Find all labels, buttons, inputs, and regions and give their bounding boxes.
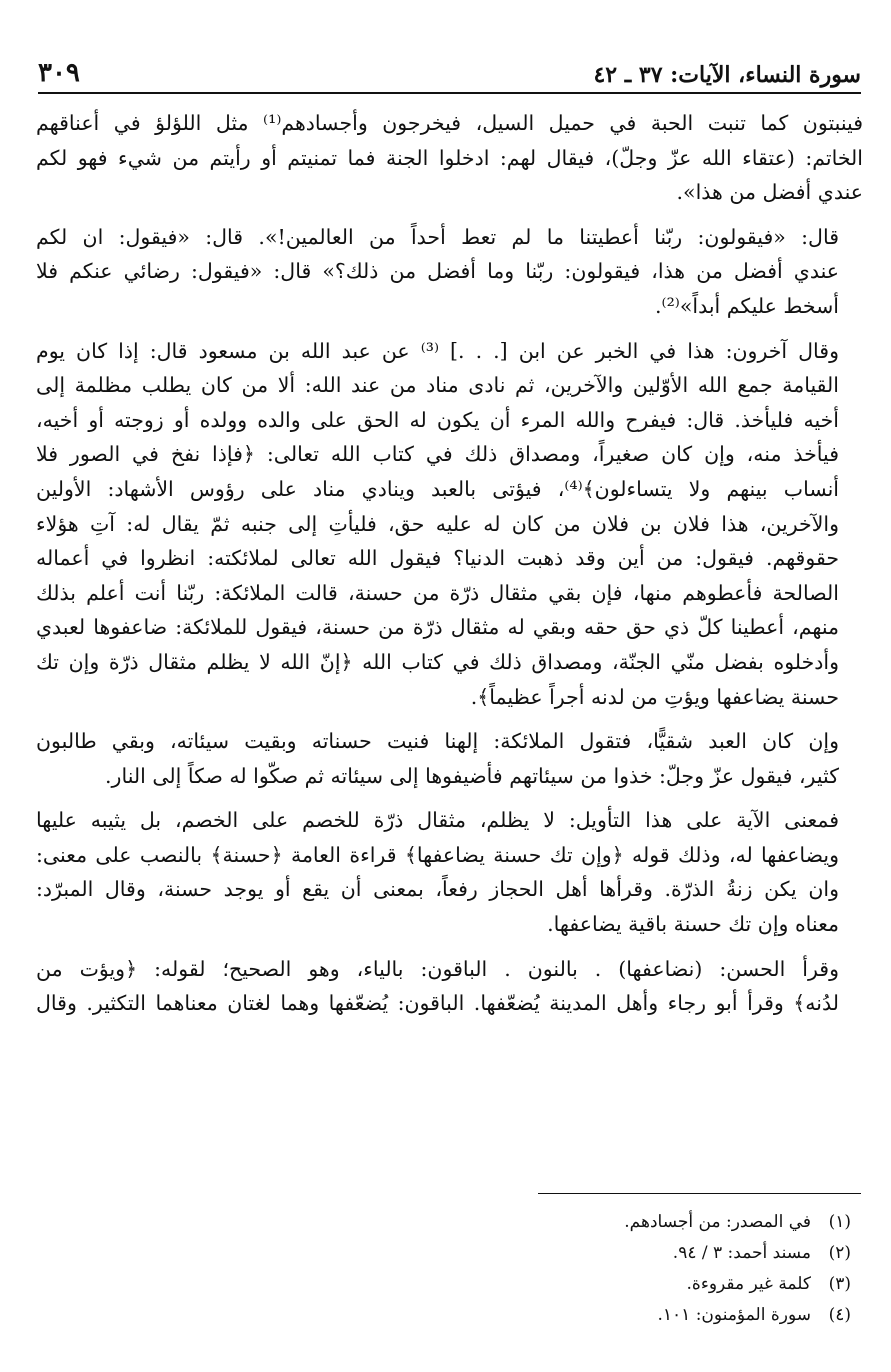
- text-line: منهم، أعطينا كلّ ذي حق حقه وبقي له مثقال ذرّة من حسنة، فيقول للملائكة: ضاعفوها لعبدي: [36, 615, 839, 640]
- footnote: [624, 1269, 851, 1300]
- footnote-separator: [538, 1193, 861, 1194]
- text-line: أنساب بينهم ولا يتساءلون﴾⁽⁴⁾، فيؤتى بالعبد وينادي مناد على رؤوس الأشهاد: الأولين: [36, 476, 840, 501]
- text-line: كثير، فيقول عزّ وجلّ: خذوا من سيئاتهم فأضيفوها إلى سيئاته ثم صكّوا له صكاً إلى النار.: [105, 763, 839, 788]
- text-line: ويضاعفها له، وذلك قوله ﴿وإن تك حسنة يضاعفها﴾ قراءة العامة ﴿حسنة﴾ بالنصب على معنى:: [36, 842, 839, 867]
- text-line: القيامة جمع الله الأوّلين والآخرين، ثم نادى مناد من عند الله: ألا من كان يطلب مظلمة إلى: [36, 373, 839, 398]
- paragraph: [36, 952, 863, 1021]
- running-title: سورة النساء، الآيات: ٣٧ ـ ٤٢: [593, 62, 861, 88]
- text-line: فيأخذ منه، وإن كان صغيراً، ومصداق ذلك في كتاب الله تعالى: ﴿فإذا نفخ في الصور فلا: [36, 442, 839, 467]
- footnote-text: كلمة غير مقروءة.: [686, 1274, 811, 1294]
- main-text: [36, 106, 863, 1031]
- page-header: [38, 58, 861, 94]
- paragraph: [36, 106, 863, 210]
- text-line: عندي أفضل من هذا، فيقولون: ربّنا وما أفضل من ذلك؟» قال: «فيقول: رضائي عنكم فلا: [36, 259, 839, 284]
- footnote: [624, 1207, 851, 1238]
- footnote-text: سورة المؤمنون: ١٠١.: [657, 1305, 811, 1325]
- text-line: وان يكن زنةُ الذرّة. وقرأها أهل الحجاز رفعاً، بمعنى أن يقع أو يوجد حسنة، وقال المبرّد:: [36, 877, 839, 902]
- text-line: أسخط عليكم أبداً»⁽²⁾.: [655, 293, 839, 318]
- paragraph: [36, 724, 863, 793]
- text-line: حسنة يضاعفها ويؤتِ من لدنه أجراً عظيماً﴾.: [470, 684, 839, 709]
- footnote-number: (١): [828, 1212, 851, 1232]
- footnote-number: (٣): [828, 1274, 851, 1294]
- text-line: وإن كان العبد شقيًّا، فتقول الملائكة: إلهنا فنيت حسناته وبقيت سيئاته، وبقي طالبون: [36, 729, 839, 754]
- text-line: وقرأ الحسن: (نضاعفها) . بالنون . الباقون: بالياء، وهو الصحيح؛ لقوله: ﴿ويؤت من: [36, 956, 839, 981]
- text-line: وأدخلوه بفضل منّي الجنّة، ومصداق ذلك في كتاب الله ﴿إنّ الله لا يظلم مثقال ذرّة وإن تك: [36, 649, 839, 674]
- footnote-number: (٤): [828, 1305, 851, 1325]
- text-line: فينبتون كما تنبت الحبة في حميل السيل، فيخرجون وأجسادهم⁽¹⁾ مثل اللؤلؤ في أعناقهم: [36, 111, 863, 135]
- text-line: حقوقهم. فيقول: من أين وقد ذهبت الدنيا؟ فيقول الله تعالى لملائكته: انظروا في أعماله: [36, 546, 839, 571]
- page-number: ٣٠٩: [38, 58, 80, 88]
- text-line: والآخرين، هذا فلان بن فلان من كان له عليه حق، فليأتِ إلى جنبه ثمّ يقال له: آتِ هؤلاء: [36, 511, 839, 536]
- text-line: وقال آخرون: هذا في الخبر عن ابن [. . .] ⁽³⁾ عن عبد الله بن مسعود قال: إذا كان يوم: [36, 338, 839, 363]
- text-line: قال: «فيقولون: ربّنا أعطيتنا ما لم تعط أحداً من العالمين!». قال: «فيقول: ان لكم: [36, 224, 839, 249]
- paragraph: [36, 334, 863, 715]
- text-line: لدُنه﴾ وقرأ أبو رجاء وأهل المدينة يُضعّفها. الباقون: يُضعّفها وهما لغتان معناهما التكثير. وقال: [36, 991, 839, 1016]
- footnote-text: مسند أحمد: ٣ / ٩٤.: [672, 1243, 811, 1263]
- text-line: فمعنى الآية على هذا التأويل: لا يظلم، مثقال ذرّة للخصم على الخصم، بل يثيبه عليها: [36, 808, 839, 833]
- text-line: معناه وإن تك حسنة باقية يضاعفها.: [547, 912, 839, 937]
- footnotes: [624, 1207, 851, 1331]
- paragraph: [36, 220, 863, 324]
- footnote-text: في المصدر: من أجسادهم.: [624, 1212, 811, 1232]
- footnote: [624, 1300, 851, 1331]
- footnote: [624, 1238, 851, 1269]
- footnote-number: (٢): [828, 1243, 851, 1263]
- paragraph: [36, 803, 863, 941]
- text-line: الصالحة فأعطوهم منها، فإن بقي مثقال ذرّة من حسنة، قالت الملائكة: ربّنا أنت أعلم بذلك: [36, 580, 839, 605]
- text-line: الخاتم: (عتقاء الله عزّ وجلّ)، فيقال لهم: ادخلوا الجنة فما تمنيتم أو رأيتم من شيء فهو لكم: [36, 145, 863, 170]
- text-line: أخيه فليأخذ. قال: فيفرح والله المرء أن يكون له الحق على والده وولده أو زوجته أو أخيه،: [36, 407, 839, 432]
- text-line: عندي أفضل من هذا».: [676, 180, 863, 205]
